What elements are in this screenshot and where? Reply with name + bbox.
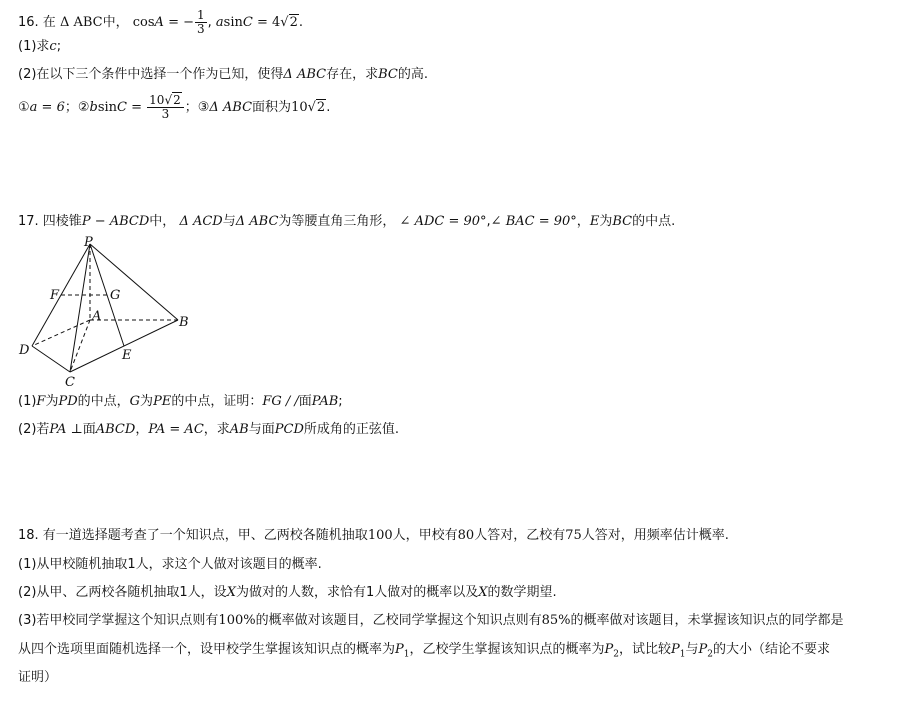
- q16-part1: [18, 37, 61, 57]
- q18-line3-x: X: [226, 585, 236, 600]
- q16-opt3-text: 面积为: [252, 100, 292, 115]
- edge-DC: [32, 346, 70, 372]
- q16-opt1-prefix: ①: [18, 100, 30, 115]
- q17-yu: 与: [222, 214, 236, 229]
- q16-cos-fraction: [195, 9, 207, 36]
- q17-part1-pab: PAB: [311, 394, 339, 409]
- q16-cos-den: 3: [197, 22, 205, 36]
- q16-asin-eq: = 4: [252, 15, 281, 30]
- q18-line3-x2: X: [478, 585, 488, 600]
- q18-line1-d: 人答对，用频率估计概率.: [581, 528, 729, 543]
- q17-comma2: ，: [576, 214, 590, 229]
- q17-part1: [18, 392, 343, 412]
- q18-line1-a: 18. 有一道选择题考查了一个知识点，甲、乙两校各随机抽取: [18, 528, 368, 543]
- q17-e-text: 为: [599, 214, 613, 229]
- q17-e-suffix: 的中点.: [632, 214, 676, 229]
- edge-PB: [90, 244, 178, 320]
- label-A: A: [92, 309, 102, 324]
- q16-cos-num: 1: [197, 8, 205, 22]
- q16-opt2-sqrt-radicand: 2: [173, 93, 181, 107]
- q17-part2-eq: PA = AC: [148, 422, 204, 437]
- q16-part2: [18, 65, 428, 85]
- q16-stem: [18, 9, 303, 36]
- q18-part3-cont: [18, 640, 830, 665]
- q18-line5-p4: P: [698, 642, 708, 657]
- q16-opt2-sep: ；③: [184, 100, 210, 115]
- q17-desc: 为等腰直角三角形，: [278, 214, 396, 229]
- q16-zhong: 中，: [102, 15, 129, 30]
- q18-line1-n1: 100: [367, 528, 393, 543]
- q18-part2: [18, 583, 557, 603]
- q16-asin-a: a: [215, 15, 224, 30]
- q18-line3-c: 的数学期望.: [487, 585, 557, 600]
- q16-opt2-fraction: [147, 94, 184, 121]
- q17-pyramid: P − ABCD: [81, 214, 150, 229]
- q17-part2-t1: 面: [82, 422, 96, 437]
- q18-line5-c: ，试比较: [619, 642, 672, 657]
- q17-comma: ,: [486, 214, 491, 229]
- q16-triangle: Δ ABC: [59, 15, 103, 30]
- q16-period: .: [298, 15, 303, 30]
- q18-part3-end: [18, 668, 57, 688]
- label-E: E: [122, 348, 132, 363]
- label-D: D: [19, 343, 30, 358]
- q16-asin-sin: sin: [223, 15, 243, 30]
- q16-part1-prefix: (1)求: [18, 39, 50, 54]
- q16-opt3-sqrt-radicand: 2: [316, 100, 326, 115]
- q16-opt2-c: C: [117, 100, 127, 115]
- label-B: B: [179, 315, 189, 330]
- q18-line5-d: 与: [685, 642, 699, 657]
- q18-part3: [18, 611, 844, 631]
- q18-line4-b: 的概率做对该题目，乙校同学掌握这个知识点则有: [255, 613, 542, 628]
- q16-part2-triangle: Δ ABC: [283, 67, 327, 82]
- q16-sqrt: √2: [280, 15, 298, 30]
- q17-tri2: Δ ABC: [235, 214, 279, 229]
- q17-part1-f: F: [36, 394, 46, 409]
- q17-part2-t3: ，求: [203, 422, 230, 437]
- q17-part1-t5: 面: [298, 394, 312, 409]
- q17-part2-t4: 与面: [248, 422, 275, 437]
- q16-part1-var: c: [49, 39, 57, 54]
- q17-part2-ab: AB: [229, 422, 249, 437]
- q18-line2: (1)从甲校随机抽取1人，求这个人做对该题目的概率.: [18, 557, 322, 572]
- q17-part2-prefix: (2)若: [18, 422, 50, 437]
- q17-part1-g: G: [129, 394, 141, 409]
- q16-part1-suffix: ;: [56, 39, 62, 54]
- q18-stem: [18, 526, 729, 546]
- q16-opt2-sin: sin: [97, 100, 118, 115]
- q18-line5-a: 从四个选项里面随机选择一个，设甲校学生掌握该知识点的概率为: [18, 642, 396, 657]
- q16-asin-c: C: [242, 15, 253, 30]
- q16-opt3-end: .: [326, 100, 331, 115]
- label-C: C: [65, 375, 75, 390]
- q18-line5-s2: 2: [613, 649, 619, 660]
- q18-line5-s3: 1: [679, 649, 686, 660]
- q17-zhong: 中，: [149, 214, 176, 229]
- q17-stem: [18, 212, 675, 232]
- pyramid-figure: [10, 232, 210, 392]
- q17-part1-t1: 为: [45, 394, 59, 409]
- q16-part2-prefix: (2)在以下三个条件中选择一个作为已知，使得: [18, 67, 284, 82]
- q18-line5-b: ，乙校学生掌握该知识点的概率为: [409, 642, 605, 657]
- q17-angle1: ∠ ADC = 90°: [399, 214, 487, 229]
- q17-part2-t2: ，: [135, 422, 149, 437]
- q17-e-bc: BC: [612, 214, 633, 229]
- q16-cos-eq: = −: [163, 15, 194, 30]
- q16-opt1-sep: ；②: [64, 100, 90, 115]
- q17-part2-abcd: ABCD: [95, 422, 136, 437]
- q16-comma: ,: [207, 15, 216, 30]
- q18-line1-n3: 75: [565, 528, 582, 543]
- q17-part1-pe: PE: [153, 394, 172, 409]
- q16-opt2-num-coef: 10: [149, 93, 165, 107]
- q16-cos-var: A: [154, 15, 164, 30]
- q16-opt2-den: 3: [161, 107, 170, 121]
- label-P: P: [84, 235, 93, 250]
- q17-number: 17. 四棱锥: [18, 214, 82, 229]
- q18-line5-p2: P: [604, 642, 614, 657]
- q18-line3-a: (2)从甲、乙两校各随机抽取1人，设: [18, 585, 227, 600]
- q16-options: [18, 94, 330, 121]
- edge-PC: [70, 244, 90, 372]
- q16-sqrt-radicand: 2: [289, 15, 298, 30]
- q16-opt3-coef: 10: [291, 100, 308, 115]
- q18-line6: 证明）: [18, 670, 58, 685]
- q18-line5-p1: P: [395, 642, 404, 657]
- q17-part2-t5: 所成角的正弦值.: [303, 422, 400, 437]
- q16-opt2-b: b: [89, 100, 98, 115]
- q17-tri1: Δ ACD: [179, 214, 223, 229]
- edge-CB: [70, 320, 178, 372]
- q18-line4-c: 的概率做对该题目，未掌握该知识点的同学都是: [570, 613, 844, 628]
- q18-line1-b: 人，甲校有: [392, 528, 458, 543]
- q16-cos-label: cos: [132, 15, 155, 30]
- q16-opt2-numerator: [147, 94, 184, 108]
- q18-line4-n1: 100%: [218, 613, 256, 628]
- q18-line1-n2: 80: [457, 528, 475, 543]
- q17-angle2: ∠ BAC = 90°: [490, 214, 577, 229]
- q17-part1-pd: PD: [58, 394, 78, 409]
- q17-part1-t3: 为: [140, 394, 154, 409]
- q17-e-var: E: [589, 214, 600, 229]
- q18-line5-e: 的大小（结论不要求: [713, 642, 831, 657]
- q17-part2-pcd: PCD: [274, 422, 304, 437]
- label-G: G: [110, 288, 121, 303]
- q16-part2-mid: 存在，求: [326, 67, 379, 82]
- label-F: F: [50, 288, 60, 303]
- q18-line4-n2: 85%: [541, 613, 571, 628]
- q16-opt3-triangle: Δ ABC: [209, 100, 253, 115]
- q18-line3-b: 为做对的人数，求恰有1人做对的概率以及: [235, 585, 479, 600]
- q18-line5-s4: 2: [707, 649, 713, 660]
- q17-part1-fg: FG / /: [262, 394, 299, 409]
- q18-part1: [18, 555, 322, 575]
- q16-part2-bc: BC: [378, 67, 398, 82]
- q16-number: 16. 在: [18, 15, 56, 30]
- q18-line5-s1: 1: [403, 649, 410, 660]
- q16-opt2-sqrt: √2: [164, 93, 181, 107]
- q16-part2-suffix: 的高.: [397, 67, 428, 82]
- q17-part1-t2: 的中点，: [77, 394, 130, 409]
- q18-line4-a: (3)若甲校同学掌握这个知识点则有: [18, 613, 219, 628]
- q17-part1-t4: 的中点，证明：: [171, 394, 263, 409]
- q16-opt1-expr: a = 6: [29, 100, 65, 115]
- q17-part1-prefix: (1): [18, 394, 37, 409]
- q17-part2: [18, 420, 399, 440]
- q16-opt2-eq: =: [126, 100, 147, 115]
- q18-line5-p3: P: [671, 642, 680, 657]
- q16-opt3-sqrt: √2: [307, 100, 326, 115]
- q18-line1-c: 人答对，乙校有: [474, 528, 566, 543]
- q17-part2-pa: PA ⊥: [49, 422, 83, 437]
- q17-part1-end: ;: [338, 394, 343, 409]
